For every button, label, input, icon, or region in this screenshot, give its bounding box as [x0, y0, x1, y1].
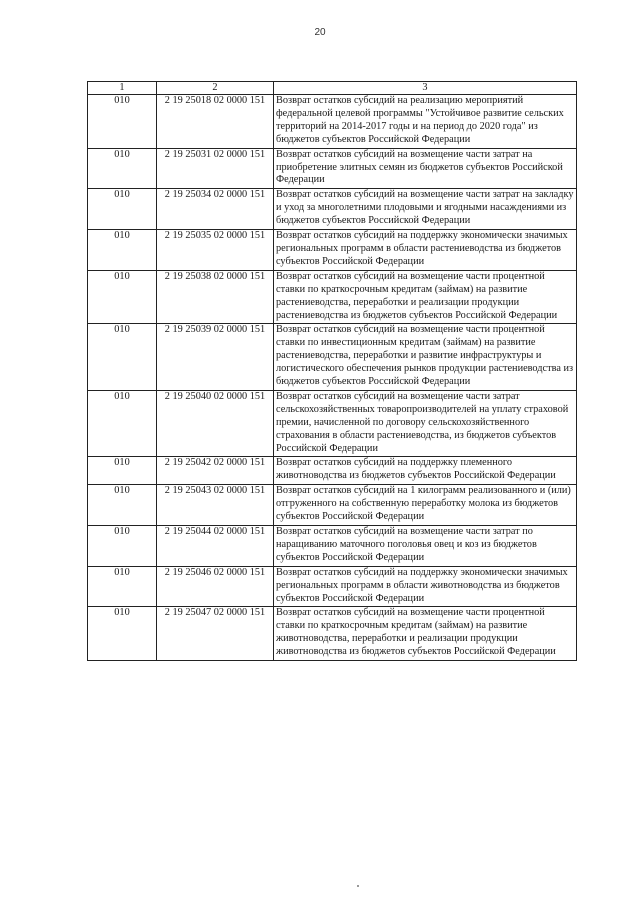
- budget-code-cell: 2 19 25039 02 0000 151: [157, 324, 274, 391]
- budget-code-cell: 2 19 25042 02 0000 151: [157, 457, 274, 485]
- description-cell: Возврат остатков субсидий на поддержку племенного животноводства из бюджетов субъектов Российской Федерации: [274, 457, 577, 485]
- description-cell: Возврат остатков субсидий на возмещение части затрат по наращиванию маточного поголовья овец и коз из бюджетов субъектов Российской Федерации: [274, 526, 577, 567]
- description-cell: Возврат остатков субсидий на реализацию мероприятий федеральной целевой программы "Устойчивое развитие сельских территорий на 2014-2017 годы и на период до 2020 года" из бюджетов субъектов Российской Федерации: [274, 95, 577, 149]
- table-row: [88, 457, 577, 485]
- admin-code-cell: 010: [88, 189, 157, 230]
- table-row: [88, 390, 577, 457]
- admin-code-cell: 010: [88, 324, 157, 391]
- budget-code-cell: 2 19 25046 02 0000 151: [157, 566, 274, 607]
- budget-code-cell: 2 19 25035 02 0000 151: [157, 230, 274, 271]
- budget-code-cell: 2 19 25044 02 0000 151: [157, 526, 274, 567]
- page-number: 20: [314, 27, 326, 38]
- description-cell: Возврат остатков субсидий на возмещение части процентной ставки по инвестиционным кредитам (займам) на развитие растениеводства, переработки и развитие инфраструктуры и логистического обеспечения рынков продукции растениеводства из бюджетов субъектов Российской Федерации: [274, 324, 577, 391]
- budget-code-cell: 2 19 25018 02 0000 151: [157, 95, 274, 149]
- description-cell: Возврат остатков субсидий на возмещение части процентной ставки по краткосрочным кредитам (займам) на развитие растениеводства, переработки и реализации продукции растениеводства из бюджетов субъектов Российской Федерации: [274, 270, 577, 324]
- budget-classification-table: [87, 81, 577, 661]
- admin-code-cell: 010: [88, 526, 157, 567]
- description-cell: Возврат остатков субсидий на поддержку экономически значимых региональных программ в области растениеводства из бюджетов субъектов Российской Федерации: [274, 230, 577, 271]
- table-row: [88, 526, 577, 567]
- table-row: [88, 566, 577, 607]
- description-cell: Возврат остатков субсидий на возмещение части затрат сельскохозяйственных товаропроизводителей на уплату страховой премии, начисленной по договору сельскохозяйственного страхования в области растениеводства, из бюджетов субъектов Российской Федерации: [274, 390, 577, 457]
- admin-code-cell: 010: [88, 607, 157, 661]
- admin-code-cell: 010: [88, 95, 157, 149]
- admin-code-cell: 010: [88, 566, 157, 607]
- column-header-2: 2: [157, 82, 274, 95]
- admin-code-cell: 010: [88, 270, 157, 324]
- budget-code-cell: 2 19 25034 02 0000 151: [157, 189, 274, 230]
- budget-code-cell: 2 19 25040 02 0000 151: [157, 390, 274, 457]
- admin-code-cell: 010: [88, 457, 157, 485]
- admin-code-cell: 010: [88, 230, 157, 271]
- description-cell: Возврат остатков субсидий на 1 килограмм реализованного и (или) отгруженного на собственную переработку молока из бюджетов субъектов Российской Федерации: [274, 485, 577, 526]
- description-cell: Возврат остатков субсидий на возмещение части затрат на приобретение элитных семян из бюджетов субъектов Российской Федерации: [274, 148, 577, 189]
- admin-code-cell: 010: [88, 390, 157, 457]
- description-cell: Возврат остатков субсидий на возмещение части затрат на закладку и уход за многолетними плодовыми и ягодными насаждениями из бюджетов субъектов Российской Федерации: [274, 189, 577, 230]
- column-header-3: 3: [274, 82, 577, 95]
- table-row: [88, 148, 577, 189]
- scan-speck: [357, 885, 359, 887]
- table-row: [88, 230, 577, 271]
- description-cell: Возврат остатков субсидий на возмещение части процентной ставки по краткосрочным кредитам (займам) на развитие животноводства, переработки и реализации продукции животноводства из бюджетов субъектов Российской Федерации: [274, 607, 577, 661]
- budget-code-cell: 2 19 25043 02 0000 151: [157, 485, 274, 526]
- budget-code-cell: 2 19 25031 02 0000 151: [157, 148, 274, 189]
- admin-code-cell: 010: [88, 485, 157, 526]
- table-row: [88, 95, 577, 149]
- admin-code-cell: 010: [88, 148, 157, 189]
- budget-code-cell: 2 19 25038 02 0000 151: [157, 270, 274, 324]
- description-cell: Возврат остатков субсидий на поддержку экономически значимых региональных программ в области животноводства из бюджетов субъектов Российской Федерации: [274, 566, 577, 607]
- table-row: [88, 270, 577, 324]
- column-header-1: 1: [88, 82, 157, 95]
- table-row: [88, 324, 577, 391]
- table-header-row: [88, 82, 577, 95]
- table-row: [88, 485, 577, 526]
- budget-code-cell: 2 19 25047 02 0000 151: [157, 607, 274, 661]
- table-row: [88, 607, 577, 661]
- table-row: [88, 189, 577, 230]
